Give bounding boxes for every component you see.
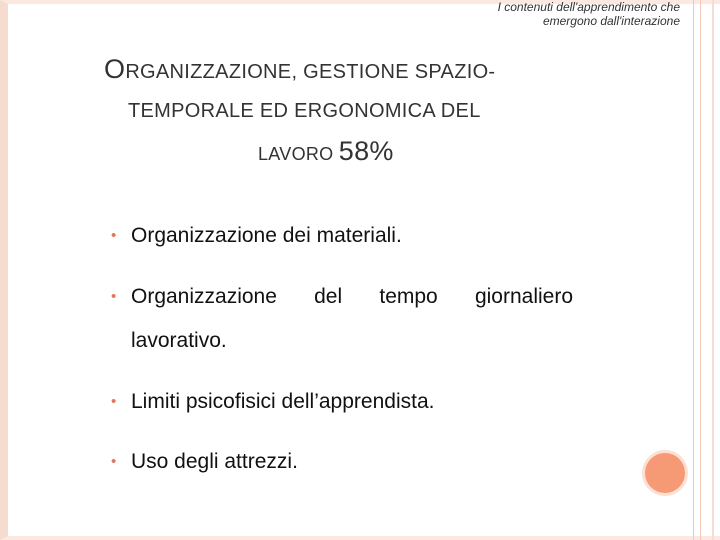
bullet-item — [111, 223, 402, 249]
bullet-word: tempo — [379, 285, 438, 308]
bullet-dot-icon: • — [111, 227, 117, 244]
bullet-text-line-1 — [131, 284, 573, 310]
bullet-text: Limiti psicofisici dell’apprendista. — [131, 390, 435, 413]
bullet-text: Uso degli attrezzi. — [131, 450, 298, 473]
decorative-rule — [693, 0, 694, 540]
bullet-item — [111, 284, 581, 352]
decorative-rule — [712, 0, 714, 540]
header-note — [420, 0, 680, 28]
bullet-item — [111, 389, 435, 415]
decorative-circle — [642, 450, 688, 496]
title-line-1 — [104, 52, 495, 89]
bullet-word: Organizzazione — [131, 285, 277, 308]
header-note-line-2: emergono dall'interazione — [542, 14, 680, 28]
bullet-dot-icon: • — [111, 453, 117, 470]
title-line-3 — [258, 134, 394, 171]
title-line-3-text: LAVORO — [258, 144, 339, 164]
title-initial: O — [104, 54, 126, 84]
bullet-text: Organizzazione dei materiali. — [131, 224, 402, 247]
bullet-word: del — [314, 285, 343, 308]
bullet-item — [111, 449, 298, 475]
decorative-rule — [700, 0, 701, 540]
bullet-dot-icon: • — [111, 393, 117, 410]
bullet-dot-icon: • — [111, 288, 117, 305]
bullet-word: giornaliero — [474, 285, 573, 308]
title-line-2: TEMPORALE ED ERGONOMICA DEL — [128, 100, 481, 122]
title-line-1-text: RGANIZZAZIONE, GESTIONE SPAZIO- — [125, 61, 496, 83]
bullet-text-line-2: lavorativo. — [131, 329, 227, 352]
title-percent: 58% — [338, 136, 394, 166]
header-note-line-1: I contenuti dell'apprendimento che — [497, 0, 680, 14]
